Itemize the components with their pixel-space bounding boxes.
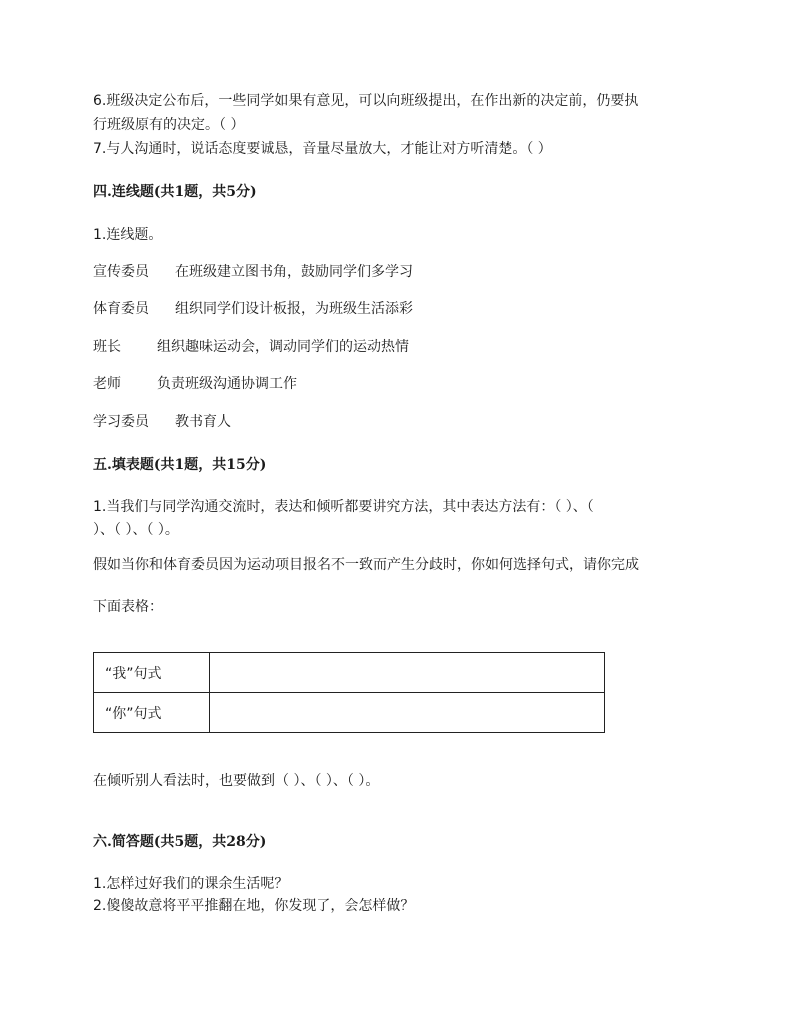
matching-role: 学习委员 bbox=[93, 414, 149, 430]
section-4-heading: 四.连线题(共1题，共5分) bbox=[93, 184, 257, 200]
matching-pair bbox=[93, 412, 231, 432]
fill-question-line-2: ）、（ ）、（ ）。 bbox=[93, 522, 179, 538]
table-row bbox=[94, 653, 605, 693]
matching-desc: 在班级建立图书角，鼓励同学们多学习 bbox=[175, 264, 413, 280]
scenario-line-1: 假如当你和体育委员因为运动项目报名不一致而产生分歧时，你如何选择句式，请你完成 bbox=[93, 557, 639, 573]
matching-role: 老师 bbox=[93, 376, 121, 392]
table-row bbox=[94, 693, 605, 733]
question-6-line-2: 行班级原有的决定。（ ） bbox=[93, 117, 245, 133]
question-7: 7.与人沟通时，说话态度要诚恳，音量尽量放大，才能让对方听清楚。（ ） bbox=[93, 141, 552, 157]
question-6-line-1: 6.班级决定公布后，一些同学如果有意见，可以向班级提出，在作出新的决定前，仍要执 bbox=[93, 93, 639, 109]
sentence-pattern-table bbox=[93, 652, 605, 733]
matching-role: 宣传委员 bbox=[93, 264, 149, 280]
fill-question-line-1: 1.当我们与同学沟通交流时，表达和倾听都要讲究方法，其中表达方法有：（ ）、（ bbox=[93, 499, 594, 515]
scenario-line-2: 下面表格： bbox=[93, 599, 163, 615]
listening-question: 在倾听别人看法时，也要做到（ ）、（ ）、（ ）。 bbox=[93, 773, 380, 789]
table-answer-cell[interactable] bbox=[210, 653, 605, 693]
table-row-label: “你”句式 bbox=[94, 693, 210, 733]
matching-desc: 组织同学们设计板报，为班级生活添彩 bbox=[175, 301, 413, 317]
table-row-label: “我”句式 bbox=[94, 653, 210, 693]
table-answer-cell[interactable] bbox=[210, 693, 605, 733]
matching-desc: 组织趣味运动会，调动同学们的运动热情 bbox=[157, 339, 409, 355]
matching-role: 体育委员 bbox=[93, 301, 149, 317]
section-5-heading: 五.填表题(共1题，共15分) bbox=[93, 457, 267, 473]
section-6-heading: 六.简答题(共5题，共28分) bbox=[93, 834, 267, 850]
short-answer-question-2: 2.傻傻故意将平平推翻在地，你发现了，会怎样做？ bbox=[93, 898, 415, 914]
matching-pair bbox=[93, 337, 409, 357]
matching-question: 1.连线题。 bbox=[93, 227, 163, 243]
short-answer-question-1: 1.怎样过好我们的课余生活呢？ bbox=[93, 876, 289, 892]
matching-desc: 负责班级沟通协调工作 bbox=[157, 376, 297, 392]
matching-pair bbox=[93, 374, 297, 394]
matching-role: 班长 bbox=[93, 339, 121, 355]
matching-pair bbox=[93, 262, 413, 282]
matching-pair bbox=[93, 299, 413, 319]
matching-desc: 教书育人 bbox=[175, 414, 231, 430]
